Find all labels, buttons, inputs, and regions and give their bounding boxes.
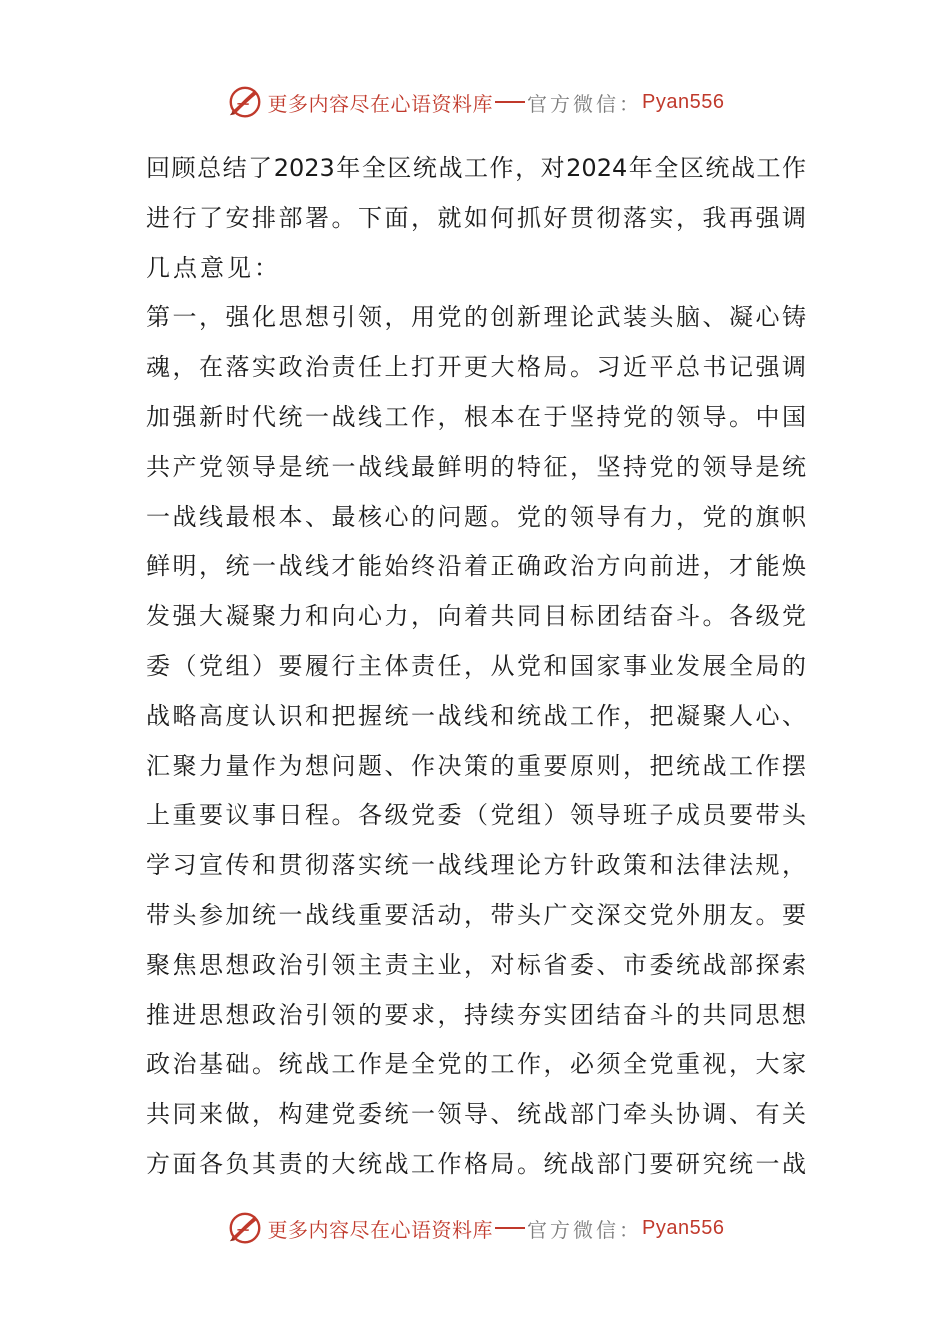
watermark-brand-text: 更多内容尽在心语资料库 <box>267 1217 494 1242</box>
text-line: 第一，强化思想引领，用党的创新理论武装头脑、凝心铸 <box>146 303 806 332</box>
pen-circle-logo-icon <box>226 1209 264 1247</box>
footer-watermark <box>0 1208 950 1248</box>
text-line: 魂，在落实政治责任上打开更大格局。习近平总书记强调 <box>146 353 806 382</box>
watermark-wechat-label: 官方微信： <box>527 91 643 116</box>
pen-circle-logo-icon <box>226 83 264 121</box>
text-line: 加强新时代统一战线工作，根本在于坚持党的领导。中国 <box>146 402 806 431</box>
text-line: 战略高度认识和把握统一战线和统战工作，把凝聚人心、 <box>146 701 806 730</box>
text-line: 鲜明，统一战线才能始终沿着正确政治方向前进，才能焕 <box>146 552 806 581</box>
text-line: 委（党组）要履行主体责任，从党和国家事业发展全局的 <box>146 651 806 680</box>
text-line: 一战线最根本、最核心的问题。党的领导有力，党的旗帜 <box>146 502 806 531</box>
text-line: 学习宣传和贯彻落实统一战线理论方针政策和法律法规， <box>146 851 806 880</box>
document-body <box>146 144 806 1190</box>
watermark-dash <box>495 1227 525 1229</box>
text-line: 回顾总结了2023年全区统战工作，对2024年全区统战工作 <box>146 154 806 182</box>
text-line: 推进思想政治引领的要求，持续夯实团结奋斗的共同思想 <box>146 1000 806 1029</box>
text-line: 发强大凝聚力和向心力，向着共同目标团结奋斗。各级党 <box>146 602 806 631</box>
watermark-dash <box>495 101 525 103</box>
watermark-wechat-label: 官方微信： <box>527 1217 643 1242</box>
watermark-wechat-id: Pyan556 <box>642 90 725 113</box>
text-line: 共同来做，构建党委统一领导、统战部门牵头协调、有关 <box>146 1100 806 1129</box>
text-line: 带头参加统一战线重要活动，带头广交深交党外朋友。要 <box>146 900 806 929</box>
text-line: 方面各负其责的大统战工作格局。统战部门要研究统一战 <box>146 1149 806 1178</box>
text-line: 共产党领导是统一战线最鲜明的特征，坚持党的领导是统 <box>146 452 806 481</box>
text-line: 汇聚力量作为想问题、作决策的重要原则，把统战工作摆 <box>146 751 806 780</box>
text-line: 聚焦思想政治引领主责主业，对标省委、市委统战部探索 <box>146 950 806 979</box>
text-line: 政治基础。统战工作是全党的工作，必须全党重视，大家 <box>146 1050 806 1079</box>
text-line: 几点意见： <box>146 253 281 282</box>
watermark-brand-text: 更多内容尽在心语资料库 <box>267 91 494 116</box>
text-line: 上重要议事日程。各级党委（党组）领导班子成员要带头 <box>146 801 806 830</box>
header-watermark <box>0 82 950 122</box>
watermark-wechat-id: Pyan556 <box>642 1216 725 1239</box>
text-line: 进行了安排部署。下面，就如何抓好贯彻落实，我再强调 <box>146 203 806 232</box>
